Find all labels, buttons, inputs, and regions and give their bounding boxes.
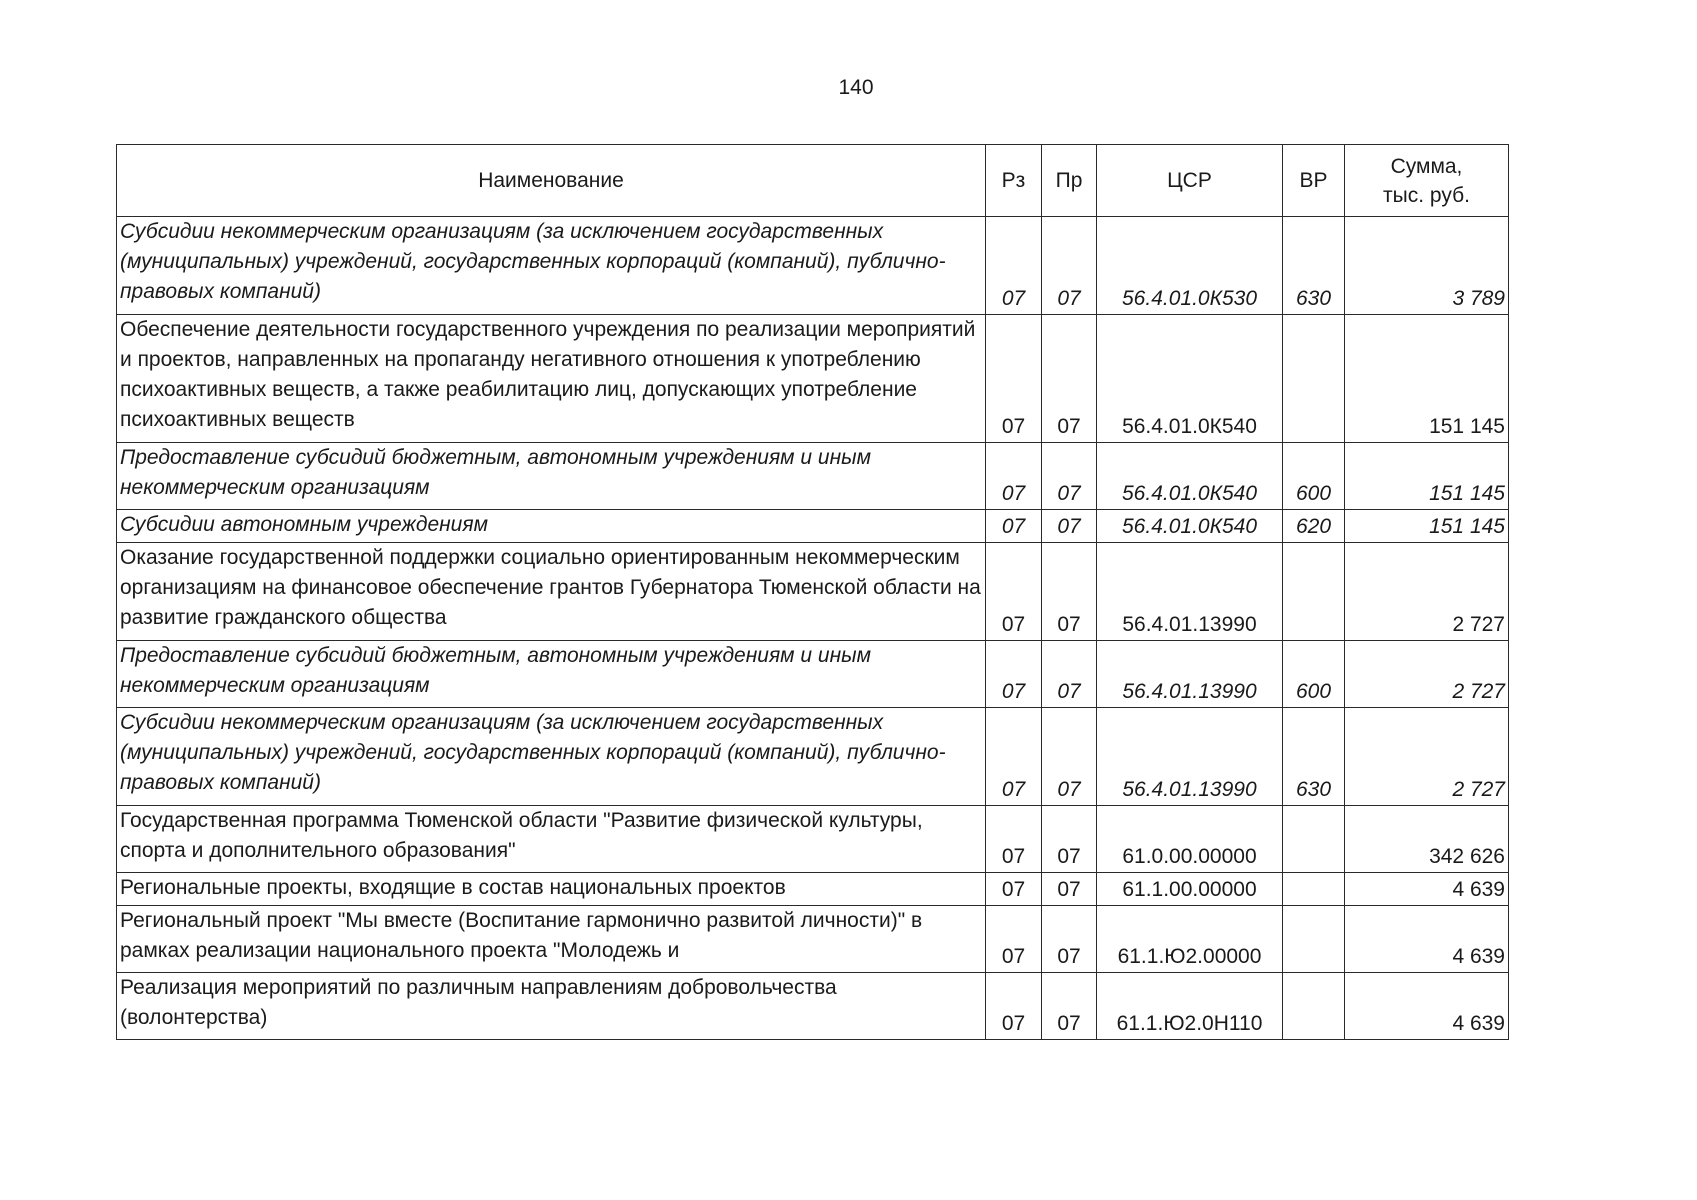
row-name: Предоставление субсидий бюджетным, автономным учреждениям и иным некоммерческим организациям	[117, 641, 986, 708]
row-pr: 07	[1042, 315, 1097, 443]
header-sum-line2: тыс. руб.	[1383, 183, 1470, 207]
row-name: Обеспечение деятельности государственного учреждения по реализации мероприятий и проектов, направленных на пропаганду негативного отношения к употреблению психоактивных веществ, а также реабилитацию лиц, допускающих употребление психоактивных веществ	[117, 315, 986, 443]
row-vr	[1283, 315, 1345, 443]
row-vr: 600	[1283, 641, 1345, 708]
table-row	[117, 806, 1509, 873]
row-vr: 620	[1283, 510, 1345, 543]
table-row	[117, 973, 1509, 1040]
table-row	[117, 443, 1509, 510]
row-rz: 07	[986, 873, 1042, 906]
header-vr: ВР	[1283, 145, 1345, 217]
row-rz: 07	[986, 708, 1042, 806]
row-vr	[1283, 906, 1345, 973]
row-name: Оказание государственной поддержки социально ориентированным некоммерческим организациям на финансовое обеспечение грантов Губернатора Тюменской области на развитие гражданского общества	[117, 543, 986, 641]
row-csr: 56.4.01.0К540	[1097, 510, 1283, 543]
row-name: Субсидии некоммерческим организациям (за исключением государственных (муниципальных) учреждений, государственных корпораций (компаний), публично-правовых компаний)	[117, 217, 986, 315]
row-sum: 151 145	[1345, 510, 1509, 543]
row-rz: 07	[986, 973, 1042, 1040]
row-vr: 600	[1283, 443, 1345, 510]
header-sum-line1: Сумма,	[1390, 154, 1463, 178]
table-row	[117, 543, 1509, 641]
row-name: Региональный проект "Мы вместе (Воспитание гармонично развитой личности)" в рамках реализации национального проекта "Молодежь и	[117, 906, 986, 973]
row-pr: 07	[1042, 443, 1097, 510]
row-csr: 56.4.01.13990	[1097, 641, 1283, 708]
row-sum: 151 145	[1345, 315, 1509, 443]
row-sum: 2 727	[1345, 641, 1509, 708]
row-csr: 61.0.00.00000	[1097, 806, 1283, 873]
table-row	[117, 315, 1509, 443]
row-csr: 56.4.01.13990	[1097, 708, 1283, 806]
row-sum: 151 145	[1345, 443, 1509, 510]
row-csr: 61.1.Ю2.00000	[1097, 906, 1283, 973]
row-pr: 07	[1042, 708, 1097, 806]
row-sum: 4 639	[1345, 906, 1509, 973]
row-rz: 07	[986, 217, 1042, 315]
row-vr: 630	[1283, 708, 1345, 806]
row-rz: 07	[986, 315, 1042, 443]
row-csr: 61.1.00.00000	[1097, 873, 1283, 906]
row-sum: 3 789	[1345, 217, 1509, 315]
row-name: Субсидии автономным учреждениям	[117, 510, 986, 543]
row-sum: 342 626	[1345, 806, 1509, 873]
header-sum	[1345, 145, 1509, 217]
row-csr: 56.4.01.0К540	[1097, 443, 1283, 510]
header-rz: Рз	[986, 145, 1042, 217]
header-name: Наименование	[117, 145, 986, 217]
row-sum: 2 727	[1345, 708, 1509, 806]
table-row	[117, 708, 1509, 806]
row-csr: 56.4.01.0К530	[1097, 217, 1283, 315]
header-csr: ЦСР	[1097, 145, 1283, 217]
row-pr: 07	[1042, 906, 1097, 973]
row-csr: 56.4.01.0К540	[1097, 315, 1283, 443]
row-csr: 61.1.Ю2.0Н110	[1097, 973, 1283, 1040]
row-pr: 07	[1042, 641, 1097, 708]
table-row	[117, 641, 1509, 708]
row-vr: 630	[1283, 217, 1345, 315]
row-pr: 07	[1042, 873, 1097, 906]
row-rz: 07	[986, 806, 1042, 873]
row-pr: 07	[1042, 543, 1097, 641]
row-rz: 07	[986, 443, 1042, 510]
row-sum: 4 639	[1345, 973, 1509, 1040]
row-csr: 56.4.01.13990	[1097, 543, 1283, 641]
row-rz: 07	[986, 641, 1042, 708]
row-rz: 07	[986, 906, 1042, 973]
row-vr	[1283, 806, 1345, 873]
row-name: Государственная программа Тюменской области "Развитие физической культуры, спорта и дополнительного образования"	[117, 806, 986, 873]
row-pr: 07	[1042, 806, 1097, 873]
table-row	[117, 906, 1509, 973]
row-name: Реализация мероприятий по различным направлениям добровольчества (волонтерства)	[117, 973, 986, 1040]
row-vr	[1283, 543, 1345, 641]
row-vr	[1283, 873, 1345, 906]
header-pr: Пр	[1042, 145, 1097, 217]
row-pr: 07	[1042, 217, 1097, 315]
table-row	[117, 873, 1509, 906]
row-name: Предоставление субсидий бюджетным, автономным учреждениям и иным некоммерческим организациям	[117, 443, 986, 510]
table-row	[117, 510, 1509, 543]
row-pr: 07	[1042, 510, 1097, 543]
row-rz: 07	[986, 510, 1042, 543]
row-sum: 4 639	[1345, 873, 1509, 906]
page-number: 140	[838, 76, 874, 99]
row-rz: 07	[986, 543, 1042, 641]
row-sum: 2 727	[1345, 543, 1509, 641]
row-name: Региональные проекты, входящие в состав национальных проектов	[117, 873, 986, 906]
row-pr: 07	[1042, 973, 1097, 1040]
table-header-row	[117, 145, 1509, 217]
row-vr	[1283, 973, 1345, 1040]
table-row	[117, 217, 1509, 315]
budget-table	[116, 144, 1509, 1040]
row-name: Субсидии некоммерческим организациям (за исключением государственных (муниципальных) учреждений, государственных корпораций (компаний), публично-правовых компаний)	[117, 708, 986, 806]
